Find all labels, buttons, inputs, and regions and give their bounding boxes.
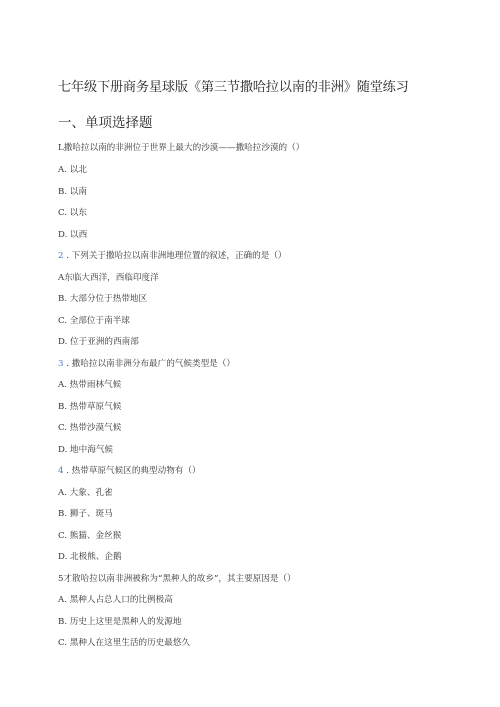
question-1-option-d: D. 以西: [58, 230, 88, 240]
question-2-text: . 下列关于撒哈拉以南非洲地理位置的叙述，正确的是（）: [63, 251, 287, 261]
question-4-option-a: A. 大象、孔雀: [58, 488, 113, 498]
question-4-option-b: B. 狮子、斑马: [58, 509, 113, 519]
question-2-option-d: D. 位于亚洲的西南部: [58, 337, 139, 347]
section-heading: 一、单项选择题: [58, 115, 153, 131]
question-2-option-b: B. 大部分位于热带地区: [58, 294, 148, 304]
question-3-stem: [58, 358, 235, 370]
question-2-option-a: A东临大西洋，西临印度洋: [58, 273, 159, 283]
question-2-number: 2: [58, 251, 64, 261]
question-5-option-b: B. 历史上这里是黑种人的发源地: [58, 617, 182, 627]
question-3-number: 3: [58, 359, 64, 369]
question-5-option-c: C. 黑种人在这里生活的历史最悠久: [58, 638, 191, 648]
question-2-stem: [58, 250, 287, 262]
question-1-option-b: B. 以南: [58, 187, 87, 197]
question-4-text: . 热带草原气候区的典型动物有（）: [63, 466, 201, 476]
question-5-option-a: A. 黑种人占总人口的比例极高: [58, 595, 173, 605]
question-2-option-c: C. 全部位于南半球: [58, 316, 130, 326]
question-3-text: . 撒哈拉以南非洲分布最广的气候类型是（）: [63, 359, 235, 369]
question-4-number: 4: [58, 466, 64, 476]
question-4-stem: [58, 465, 201, 477]
question-1-text: L撒哈拉以南的非洲位于世界上最大的沙漠——撒哈拉沙漠的（）: [58, 143, 305, 153]
question-3-option-c: C. 热带沙漠气候: [58, 423, 122, 433]
question-3-option-b: B. 热带草原气候: [58, 402, 122, 412]
question-4-option-c: C. 熊猫、金丝猴: [58, 531, 122, 541]
question-4-option-d: D. 北极熊、企鹅: [58, 552, 122, 562]
question-3-option-d: D. 地中海气候: [58, 445, 114, 455]
question-1-stem: [58, 142, 304, 154]
question-5-stem: [58, 573, 296, 585]
question-3-option-a: A. 热带雨林气候: [58, 380, 122, 390]
question-5-text: 5才散哈拉以南非洲被称为“黑种人的故乡”，其主要原因是（）: [58, 574, 296, 584]
question-1-option-a: A. 以北: [58, 165, 87, 175]
question-1-option-c: C. 以东: [58, 208, 87, 218]
document-title: 七年级下册商务星球版《第三节撒哈拉以南的非洲》随堂练习: [58, 80, 409, 95]
